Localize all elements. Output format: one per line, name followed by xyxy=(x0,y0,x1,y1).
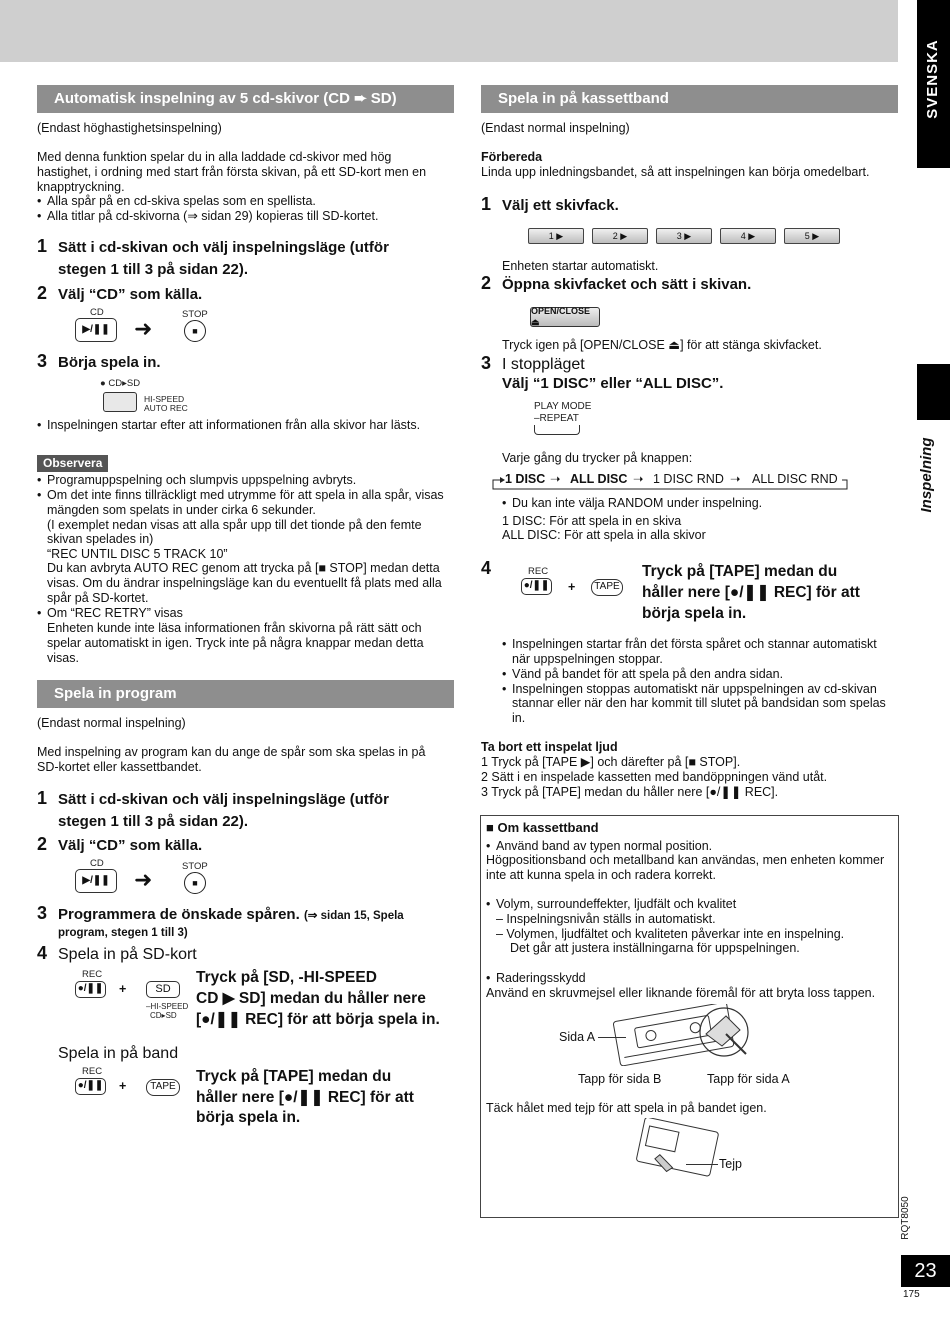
tape-step-1: 1 Välj ett skivfack. xyxy=(481,194,619,214)
sd-sub-label: –HI-SPEED xyxy=(146,1002,189,1011)
intro-line: Med inspelning av program kan du ange de spår som ska spelas in på xyxy=(37,745,426,759)
tape-heading: Spela in på band xyxy=(58,1045,179,1062)
plus-sign: + xyxy=(119,1079,127,1093)
tape-instruction: Tryck på [TAPE] medan du xyxy=(196,1068,392,1085)
note-label: Observera xyxy=(37,455,108,472)
tab-b-label: Tapp för sida B xyxy=(578,1072,662,1086)
box-line: inte att kunna spela in och radera korrekt. xyxy=(486,868,716,882)
plus-sign: + xyxy=(568,580,576,594)
bullet: • Alla spår på en cd-skiva spelas som en spellista. xyxy=(37,194,316,209)
cd-play-button[interactable]: ▶/❚❚ xyxy=(75,318,117,342)
intro-line: SD-kortet eller kassettbandet. xyxy=(37,760,202,774)
tape-hole-text: Täck hålet med tejp för att spela in på bandet igen. xyxy=(486,1101,767,1115)
rec-label: REC xyxy=(528,566,549,577)
intro-line: Med denna funktion spelar du in alla laddade cd-skivor med hög xyxy=(37,150,392,164)
step-3: 3 Börja spela in. xyxy=(37,351,161,371)
sd-button[interactable]: SD xyxy=(146,981,180,998)
intro-line: hastighet, i ordning med start från första skivan, på ett SD-kort men en xyxy=(37,165,427,179)
tape-instruction: börja spela in. xyxy=(196,1109,301,1126)
program-step-2: 2 Välj “CD” som källa. xyxy=(37,834,203,854)
box-bullet: • Använd band av typen normal position. xyxy=(486,839,712,854)
note-line: mängden som spelats in under cirka 6 sekunder. xyxy=(47,503,316,517)
page-number-small: 175 xyxy=(903,1289,920,1300)
autorec-label: AUTO REC xyxy=(144,403,188,413)
step-note: Tryck igen på [OPEN/CLOSE ⏏] för att stänga skivfacket. xyxy=(502,338,822,352)
note-bullet: • Om det inte finns tillräckligt med utrymme för att spela in alla spår, visas xyxy=(37,488,444,503)
leader-line xyxy=(598,1037,626,1038)
box-line: – Volymen, ljudfältet och kvaliteten påverkar inte en inspelning. xyxy=(496,927,845,941)
note-line: (I exemplet nedan visas att alla spår upp till det tionde på den femte xyxy=(47,518,422,532)
page-number: 23 xyxy=(901,1255,950,1287)
note-line: spår på SD-kortet. xyxy=(47,591,149,605)
tape-step-3: 3 I stoppläget xyxy=(481,353,585,373)
rec-button[interactable]: ●/❚❚ xyxy=(521,578,552,595)
note-line: Du kan avbryta AUTO REC genom att trycka på [■ STOP] medan detta xyxy=(47,561,440,575)
rec-button[interactable]: ●/❚❚ xyxy=(75,981,106,998)
cycle-arrow-icon: ➝ xyxy=(730,472,741,486)
subheading: (Endast höghastighetsinspelning) xyxy=(37,121,222,135)
program-step-3-ref: program, stegen 1 till 3) xyxy=(58,927,188,939)
disc-explain: 1 DISC: För att spela in en skiva xyxy=(502,514,682,528)
subheading: (Endast normal inspelning) xyxy=(481,121,630,135)
cycle-arrow-icon: ➝ xyxy=(633,472,644,486)
section-heading-tape: Spela in på kassettband xyxy=(481,85,898,113)
side-a-label: Sida A xyxy=(559,1030,596,1044)
taped-cassette-illustration xyxy=(631,1118,721,1184)
box-line: – Inspelningsnivån ställs in automatiskt. xyxy=(496,912,716,926)
section-heading-auto-rec: Automatisk inspelning av 5 cd-skivor (CD ➨ SD) xyxy=(37,85,454,113)
rec-button[interactable]: ●/❚❚ xyxy=(75,1078,106,1095)
sd-instruction: CD ▶ SD] medan du håller nere xyxy=(196,990,426,1007)
language-label: SVENSKA xyxy=(924,39,942,119)
cd-sd-button[interactable] xyxy=(103,392,137,412)
box-line: Använd en skruvmejsel eller liknande föremål för att bryta loss tappen. xyxy=(486,986,876,1000)
cd-sd-label: ● CD▸SD xyxy=(100,378,141,389)
step-1: 1 Sätt i cd-skivan och välj inspelningsläge (utför xyxy=(37,236,389,256)
bullet: • Vänd på bandet för att spela på den andra sidan. xyxy=(502,667,783,682)
play-mode-label: PLAY MODE xyxy=(534,401,592,412)
step-2: 2 Välj “CD” som källa. xyxy=(37,283,203,303)
bullet: • Alla titlar på cd-skivorna (⇒ sidan 29) kopieras till SD-kortet. xyxy=(37,209,378,224)
bullet-cont: in. xyxy=(512,711,526,725)
box-line: Det går att justera inställningarna för uppspelningen. xyxy=(510,941,800,955)
leader-line xyxy=(686,1164,718,1165)
cycle-1disc: 1 DISC xyxy=(505,472,546,486)
language-tab xyxy=(917,0,950,168)
note-line: visas. Om du ändrar inspelningsläge kan du eventuellt få plats med alla xyxy=(47,576,442,590)
tray-1-button[interactable]: 1 ▶ xyxy=(528,228,584,244)
tape-instruction: Tryck på [TAPE] medan du xyxy=(642,563,838,580)
box-line: Högpositionsband och metallband kan användas, men enheten kommer xyxy=(486,853,885,867)
cycle-alldisc: ALL DISC xyxy=(570,472,628,486)
tape-instruction: håller nere [●/❚❚ REC] för att xyxy=(196,1089,414,1106)
hispeed-label: HI-SPEED xyxy=(144,394,185,404)
prepare-heading: Förbereda xyxy=(481,150,543,164)
note-line: visas. xyxy=(47,651,79,665)
section-tab xyxy=(909,420,945,530)
arrow-icon: ➜ xyxy=(134,867,153,892)
sd-instruction: Tryck på [SD, -HI-SPEED xyxy=(196,969,377,986)
disc-explain: ALL DISC: För att spela in alla skivor xyxy=(502,528,706,542)
cycle-1disc-rnd: 1 DISC RND xyxy=(653,472,724,486)
rec-label: REC xyxy=(82,969,103,980)
play-mode-button[interactable] xyxy=(534,425,580,435)
repeat-label: –REPEAT xyxy=(534,413,579,424)
program-step-4: 4 Spela in på SD-kort xyxy=(37,943,197,963)
note-line: spelar automatiskt in igen. Tryck inte på några knappar medan detta xyxy=(47,636,424,650)
tray-4-button[interactable]: 4 ▶ xyxy=(720,228,776,244)
bullet-cont: när uppspelningen stoppar. xyxy=(512,652,663,666)
bullet: • Inspelningen startar från det första spåret och stannar automatiskt xyxy=(502,637,877,652)
arrow-icon: ➜ xyxy=(134,316,153,341)
doc-code: RQT8050 xyxy=(899,1196,911,1240)
mode-cycle xyxy=(490,472,850,492)
section-heading-program: Spela in program xyxy=(37,680,454,708)
tab-detail-illustration xyxy=(696,1004,756,1066)
tray-3-button[interactable]: 3 ▶ xyxy=(656,228,712,244)
tape-step-2: 2 Öppna skivfacket och sätt i skivan. xyxy=(481,273,752,293)
step-1-cont: stegen 1 till 3 på sidan 22). xyxy=(58,261,249,278)
cassette-info-box xyxy=(480,815,899,1218)
note-bullet: • Programuppspelning och slumpvis uppspelning avbryts. xyxy=(37,473,356,488)
note-line: “REC UNTIL DISC 5 TRACK 10” xyxy=(47,547,228,561)
cd-label: CD xyxy=(90,307,104,318)
program-step-1-cont: stegen 1 till 3 på sidan 22). xyxy=(58,813,249,830)
cycle-arrow-icon: ➝ xyxy=(550,472,561,486)
plus-sign: + xyxy=(119,982,127,996)
tape-button[interactable]: TAPE xyxy=(591,579,623,596)
cycle-alldisc-rnd: ALL DISC RND xyxy=(752,472,838,486)
tape-step-3-b: Välj “1 DISC” eller “ALL DISC”. xyxy=(502,375,724,392)
bullet: • Du kan inte välja RANDOM under inspelning. xyxy=(502,496,762,511)
erase-step: 3 Tryck på [TAPE] medan du håller nere [●/❚❚ REC]. xyxy=(481,785,779,799)
sd-sub-label: CD▸SD xyxy=(150,1011,177,1020)
sd-instruction: [●/❚❚ REC] för att börja spela in. xyxy=(196,1011,440,1028)
erase-step: 1 Tryck på [TAPE ▶] och därefter på [■ STOP]. xyxy=(481,755,741,769)
step-note: Enheten startar automatiskt. xyxy=(502,259,659,273)
tab-a-label: Tapp för sida A xyxy=(707,1072,790,1086)
box-bullet: • Volym, surroundeffekter, ljudfält och kvalitet xyxy=(486,897,736,912)
stop-button[interactable]: ■ xyxy=(184,320,206,342)
bullet-cont: stannar eller när den har kommit till slutet på bandsidan som spelas xyxy=(512,696,886,710)
bullet: • Inspelningen startar efter att informationen från alla skivor har lästs. xyxy=(37,418,420,433)
note-bullet: • Om “REC RETRY” visas xyxy=(37,606,183,621)
subheading: (Endast normal inspelning) xyxy=(37,716,186,730)
program-step-3: 3 Programmera de önskade spåren. (⇒ sidan 15, Spela xyxy=(37,903,404,923)
erase-step: 2 Sätt i en inspelade kassetten med bandöppningen vänd utåt. xyxy=(481,770,828,784)
box-bullet: • Raderingsskydd xyxy=(486,971,586,986)
step-note: Varje gång du trycker på knappen: xyxy=(502,451,693,465)
tray-2-button[interactable]: 2 ▶ xyxy=(592,228,648,244)
note-line: Enheten kunde inte läsa informationen från skivorna på rätt sätt och xyxy=(47,621,422,635)
tape-instruction: börja spela in. xyxy=(642,605,747,622)
erase-heading: Ta bort ett inspelat ljud xyxy=(481,740,618,754)
bullet: • Inspelningen stoppas automatiskt när uppspelningen av cd-skivan xyxy=(502,682,877,697)
stop-button[interactable]: ■ xyxy=(184,872,206,894)
note-line: skivan spelades in) xyxy=(47,532,154,546)
stop-label: STOP xyxy=(182,861,208,872)
tape-instruction: håller nere [●/❚❚ REC] för att xyxy=(642,584,860,601)
intro-line: knapptryckning. xyxy=(37,180,125,194)
tape-label: Tejp xyxy=(719,1157,742,1171)
cd-label: CD xyxy=(90,858,104,869)
program-step-1: 1 Sätt i cd-skivan och välj inspelningsläge (utför xyxy=(37,788,389,808)
prepare-text: Linda upp inledningsbandet, så att inspelningen kan börja omedelbart. xyxy=(481,165,870,179)
box-heading: ■ Om kassettband xyxy=(486,820,599,835)
section-label: Inspelning xyxy=(917,437,935,513)
section-marker xyxy=(917,364,950,420)
cd-play-button[interactable]: ▶/❚❚ xyxy=(75,869,117,893)
tray-5-button[interactable]: 5 ▶ xyxy=(784,228,840,244)
tape-button[interactable]: TAPE xyxy=(146,1079,180,1096)
rec-label: REC xyxy=(82,1066,103,1077)
tape-step-4: 4 xyxy=(481,558,492,578)
open-close-button[interactable]: OPEN/CLOSE ⏏ xyxy=(530,307,600,327)
top-banner xyxy=(0,0,898,62)
stop-label: STOP xyxy=(182,309,208,320)
